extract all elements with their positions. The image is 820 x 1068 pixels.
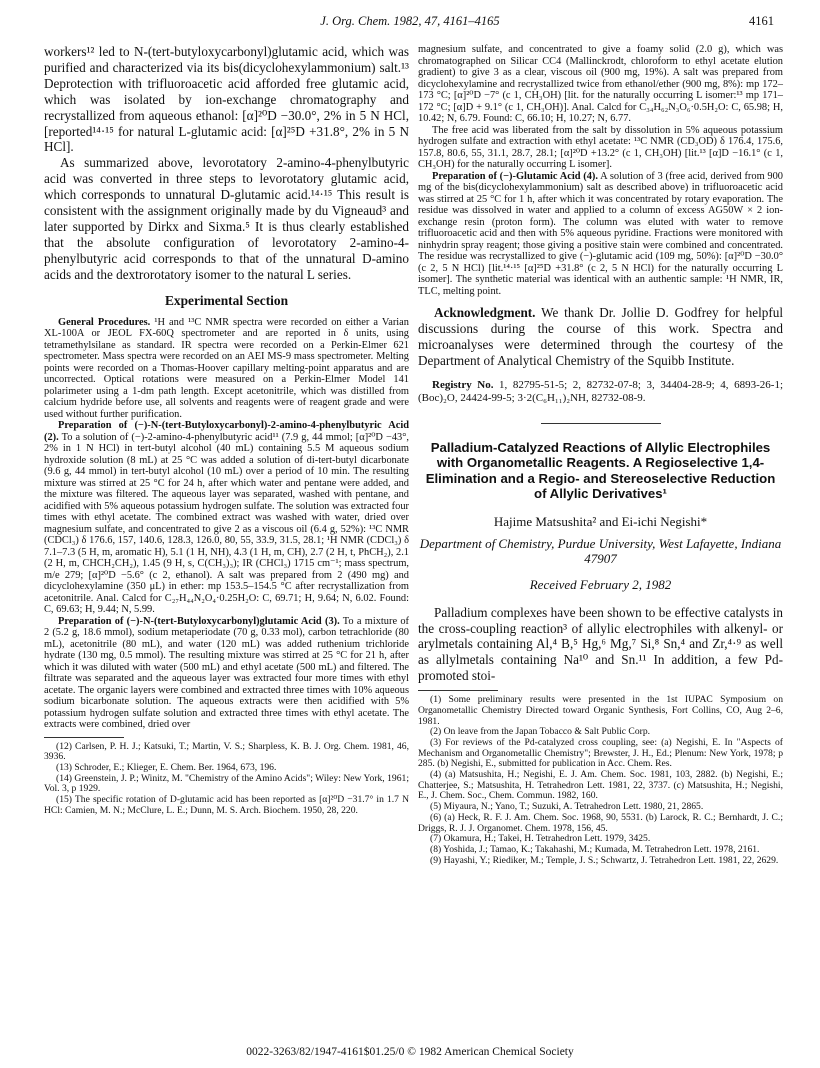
general-procedures-paragraph	[44, 317, 409, 421]
journal-citation: J. Org. Chem. 1982, 47, 4161–4165	[320, 14, 500, 28]
paragraph-heading: Acknowledgment.	[434, 305, 536, 320]
received-date: Received February 2, 1982	[529, 576, 672, 592]
preparation-3-paragraph	[44, 616, 409, 731]
footnotes	[44, 742, 409, 817]
footnotes	[418, 695, 783, 866]
page-number: 4161	[749, 14, 774, 28]
footnote: (15) The specific rotation of D-glutamic acid has been reported as [α]²⁰D −31.7° in 1.7 N HCl: Camien, M. N.; McClure, L. E.; Dunn, M. S. Arch. Biochem. 1950, 28, 220.	[44, 794, 409, 816]
paragraph: magnesium sulfate, and concentrated to give a foamy solid (2.0 g), which was chromatographed on Silicar CC4 (Mallinckrodt, chloroform to ethyl acetate elution gradient) to give 3 as a clear, viscous oil (900 mg, 19%). A salt was prepared from dicyclohexylamine and recrystallized twice from ethanol/ether (900 mg, 8%): mp 172–173 °C; [α]²⁰D −7° (c 1, CH₃OH) [lit. for the naturally occurring L isomer:¹³ mp 171–172 °C; [α]D + 9.1° (c 1, CH₃OH)]. Anal. Calcd for C₃₄H₆₂N₃O₆·0.5H₂O: C, 65.98; H, 10.42; N, 6.79. Found: C, 66.10; H, 10.27; N, 6.77.	[418, 44, 783, 124]
paragraph-heading: Registry No.	[432, 378, 494, 391]
section-title: Experimental Section	[164, 292, 289, 308]
intro-paragraph: Palladium complexes have been shown to be effective catalysts in the cross-coupling reaction³ of allylic electrophiles with alkenyl- or arylmetals containing Al,⁴ B,⁵ Hg,⁶ Mg,⁷ Si,⁸ Sn,⁴ and Zr,⁴·⁹ as well as allylmetals containing Na¹⁰ and Sn.¹¹ In addition, a few Pd-promoted stoi-	[418, 604, 783, 684]
registry-paragraph	[418, 379, 783, 405]
acknowledgment-paragraph	[418, 305, 783, 369]
paragraph: The free acid was liberated from the salt by dissolution in 5% aqueous potassium hydrogen sulfate and extraction with ethyl acetate: ¹³C NMR (CD₃OD) δ 176.4, 175.6, 157.8, 80.6, 55, 31.1, 28.7, 28.1; [α]²⁰D +13.2° (c 1, CH₃OH) [lit.¹³ [α]D −16.1° (c 1, CH₃OH) for the naturally occurring L isomer].	[418, 124, 783, 170]
paragraph-text: A solution of 3 (free acid, derived from 900 mg of the bis(dicyclohexylammonium) salt as described above) in trifluoroacetic acid was stirred at 25 °C for 1 h, after which it was concentrated by rotary evaporation. The residue was dissolved in water and applied to a column of excess AG50W × 2 ion-exchange resin (proton form). The column was eluted with water to remove trifluoroacetic acid and then with 5% aqueous pyridine. Fractions were monitored with ninhydrin spray reagent; those giving a positive stain were combined and concentrated. The residue was recrystallized to give (−)-glutamic acid (109 mg, 50%): [α]²⁰D −30.0° (c 2, 5 N HCl) [lit.¹⁴·¹⁵ [α]²⁵D +31.8° (c 2, 5 N HCl) for the naturally occurring L isomer]. The synthetic material was identical with an authentic sample: ¹H NMR, IR, TLC, melting point.	[418, 170, 783, 297]
footnote: (2) On leave from the Japan Tobacco & Salt Public Corp.	[430, 726, 651, 738]
preparation-4-paragraph	[418, 171, 783, 298]
article-affiliation: Department of Chemistry, Purdue University, West Lafayette, Indiana 47907	[419, 535, 782, 567]
footnote: (1) Some preliminary results were presented in the 1st IUPAC Symposium on Organometallic Chemistry Directed toward Organic Synthesis, Fort Collins, CO, Aug 2–6, 1981.	[418, 694, 783, 727]
footnote: (14) Greenstein, J. P.; Winitz, M. "Chemistry of the Amino Acids"; Wiley: New York, 1961; Vol. 3, p 1929.	[44, 772, 409, 795]
article-authors: Hajime Matsushita² and Ei-ichi Negishi*	[493, 513, 708, 529]
right-column	[418, 44, 783, 866]
footnote: (4) (a) Matsushita, H.; Negishi, E. J. Am. Chem. Soc. 1981, 103, 2882. (b) Negishi, E.; Chatterjee, S.; Matsushita, H. Tetrahedron Lett. 1981, 22, 3737. (c) Matsushita, H.; Negishi, E., J. Chem. Soc., Chem. Commun. 1982, 160.	[418, 769, 783, 802]
article-separator	[541, 423, 661, 424]
footnote: (8) Yoshida, J.; Tamao, K.; Takahashi, M.; Kumada, M. Tetrahedron Lett. 1978, 2161.	[430, 844, 760, 855]
footnote-rule	[418, 690, 498, 691]
paragraph-text: ¹H and ¹³C NMR spectra were recorded on either a Varian XL-100A or JEOL FX-60Q spectrometer and are reported in δ units, using tetramethylsilane as standard. IR spectra were recorded on a Perkin-Elmer 621 spectrometer. Mass spectra were recorded on an AEI MS-9 mass spectrometer. Melting points were recorded on a Thomas-Hoover capillary melting-point apparatus and are uncorrected. Optical rotations were measured on a Perkin-Elmer Model 141 polarimeter using a 1-dm path length. Except acetonitrile, which was distilled from calcium hydride before use, all solvents and reagents were of reagent grade and were used without further purification.	[44, 316, 409, 420]
footnote: (3) For reviews of the Pd-catalyzed cross coupling, see: (a) Negishi, E. In "Aspects of Mechanism and Organometallic Chemistry"; Brewster, J. H., Ed.; Plenum: New York, 1978; p 285. (b) Negishi, E., submitted for publication in Acc. Chem. Res.	[418, 736, 783, 770]
paragraph-text: To a solution of (−)-2-amino-4-phenylbutyric acid¹¹ (7.9 g, 44 mmol; [α]²⁰D −43°, 2% in 1 N HCl) in tert-butyl alcohol (40 mL) containing 5.5 M aqueous sodium hydroxide solution (8 mL) at 25 °C was added a solution of di-tert-butyl dicarbonate (9.6 g, 44 mmol) in tert-butyl alcohol (10 mL) over a period of 10 min. The resulting mixture was stirred at 25 °C for 24 h, after which water and pentane were added, and the mixture was filtered. The aqueous layer was separated, washed with pentane, and acidified with 5% aqueous potassium hydrogen sulfate. The solution was extracted four times with ethyl acetate. The combined extract was washed with water, dried over magnesium sulfate, and concentrated to give 2 as a viscous oil (6.4 g, 52%): ¹³C NMR (CDCl₃) δ 176.6, 157, 140.6, 128.3, 126.0, 80, 55, 33.9, 31.5, 28.1; ¹H NMR (CDCl₃) δ 7.1–7.3 (5 H, m, aromatic H), 5.1 (1 H, NH), 4.3 (1 H, m, CH), 2.7 (2 H, t, PhCH₂), 2.1 (2 H, m, CHCH₂CH₂), 1.45 (9 H, s, C(CH₃)₃); IR (CHCl₃) 1715 cm⁻¹; mass spectrum, m/e 279; [α]²⁰D −5.6° (c 2, ethanol). A salt was prepared from 2 (490 mg) and dicyclohexylamine (350 μL) in ether: mp 153.5–154.5 °C after recrystallization from acetonitrile. Anal. Calcd for C₂₇H₄₄N₂O₄·0.25H₂O: C, 69.71; H, 9.64; N, 6.02. Found: C, 69.63; H, 9.44; N, 5.99.	[44, 431, 409, 616]
footnote-rule	[44, 737, 124, 738]
paragraph-text: 1, 82795-51-5; 2, 82732-07-8; 3, 34404-28-9; 4, 6893-26-1; (Boc)₂O, 24424-99-5; 3·2(C₆H₁₁)₂NH, 82732-08-9.	[418, 378, 783, 404]
footnote: (13) Schroder, E.; Klieger, E. Chem. Ber. 1964, 673, 196.	[56, 762, 277, 773]
paragraph-text: We thank Dr. Jollie D. Godfrey for helpful discussions during the course of this work. Spectra and microanalyses were determined through the courtesy of the Department of Analytical Chemistry of the Squibb Institute.	[418, 305, 783, 368]
paragraph-heading: Preparation of (−)-N-(tert-Butyloxycarbonyl)glutamic Acid (3).	[58, 615, 340, 627]
footnote: (12) Carlsen, P. H. J.; Katsuki, T.; Martin, V. S.; Sharpless, K. B. J. Org. Chem. 1981, 46, 3936.	[44, 740, 409, 763]
paragraph-heading: Preparation of (−)-Glutamic Acid (4).	[432, 170, 598, 182]
running-head	[0, 14, 820, 36]
page-footer: 0022-3263/82/1947-4161$01.25/0 © 1982 American Chemical Society	[246, 1046, 574, 1058]
footnote: (5) Miyaura, N.; Yano, T.; Suzuki, A. Tetrahedron Lett. 1980, 21, 2865.	[430, 801, 704, 813]
paragraph-heading: General Procedures.	[58, 316, 151, 328]
preparation-2-paragraph	[44, 420, 409, 616]
footnote: (9) Hayashi, Y.; Riediker, M.; Temple, J. S.; Schwartz, J. Tetrahedron Lett. 1981, 22, 2629.	[430, 854, 779, 866]
left-column	[44, 44, 409, 817]
paragraph: workers¹² led to N-(tert-butyloxycarbonyl)glutamic acid, which was purified and characterized via its bis(dicyclohexylammonium) salt.¹³ Deprotection with trifluoroacetic acid afforded free glutamic acid, which was isolated by ion-exchange chromatography and recrystallized from aqueous ethanol: [α]²⁰D −30.0°, 2% in 5 N HCl, [reported¹⁴·¹⁵ for natural L-glutamic acid: [α]²⁵D +31.8°, 2% in 5 N HCl].	[44, 44, 409, 155]
paragraph-heading: Preparation of (−)-N-(tert-Butyloxycarbonyl)-2-amino-4-phenylbutyric Acid (2).	[44, 420, 409, 443]
footnote: (6) (a) Heck, R. F. J. Am. Chem. Soc. 1968, 90, 5531. (b) Larock, R. C.; Bernhardt, J. C.; Driggs, R. J. J. Organomet. Chem. 1978, 156, 45.	[418, 811, 783, 834]
footnote: (7) Okamura, H.; Takei, H. Tetrahedron Lett. 1979, 3425.	[430, 833, 651, 845]
paragraph-text: To a mixture of 2 (5.2 g, 18.6 mmol), sodium metaperiodate (70 g, 0.33 mol), carbon tetrachloride (80 mL), acetonitrile (80 mL), and water (120 mL) was added ruthenium trichloride hydrate (130 mg, 0.5 mmol). The resulting mixture was stirred at 25 °C for 21 h, after which it was diluted with water (500 mL) and ethyl acetate (500 mL) and filtered. The filtrate was separated and the aqueous layer was extracted four more times with ethyl acetate. The organic layers were combined and extracted three times with 10% aqueous sodium bicarbonate solution. The aqueous extracts were then acidified with 5% potassium hydrogen sulfate solution and extracted three times with ethyl acetate. The extracts were combined, dried over	[44, 615, 409, 731]
article-title: Palladium-Catalyzed Reactions of Allylic Electrophiles with Organometallic Reagents. A Regioselective 1,4-Elimination and a Regio- and Stereoselective Reduction of Allylic Derivatives¹	[425, 439, 776, 502]
paragraph: As summarized above, levorotatory 2-amino-4-phenylbutyric acid was converted in three steps to levorotatory glutamic acid, which corresponds to unnatural D-glutamic acid.¹⁴·¹⁵ This result is consistent with the assignment originally made by du Vigneaud³ and later supported by Dirkx and Sixma.⁵ It is thus clearly established that the absolute configuration of levorotatory 2-amino-4-phenylbutyric acid corresponds to that of the unnatural D-amino acids and the dextrorotatory isomer to the natural L series.	[44, 155, 409, 282]
